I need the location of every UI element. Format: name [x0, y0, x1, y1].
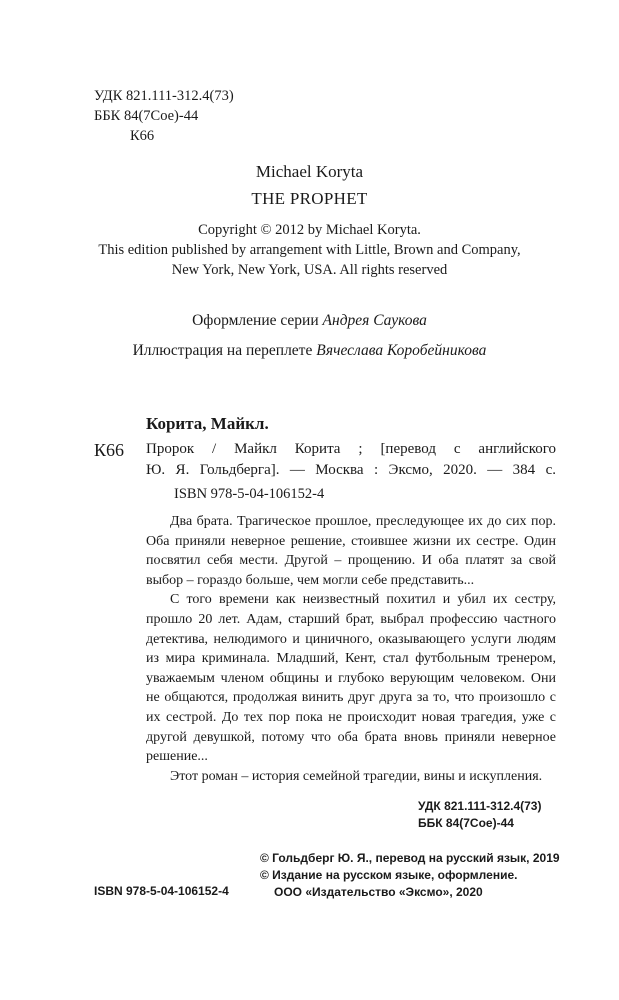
illustration-credit	[0, 342, 619, 360]
catalog-sign: К66	[94, 440, 125, 460]
rights-line: © Гольдберг Ю. Я., перевод на русский язык, 2019	[260, 851, 560, 865]
rights-line: © Издание на русском языке, оформление.	[260, 868, 518, 882]
classification-block	[94, 86, 234, 146]
series-design-label: Оформление серии	[192, 312, 323, 329]
illustration-name: Вячеслава Коробейникова	[316, 342, 487, 359]
copyright-line: This edition published by arrangement with Little, Brown and Company,	[98, 242, 521, 258]
catalog-isbn: ISBN 978-5-04-106152-4	[174, 486, 325, 502]
original-copyright	[0, 220, 619, 280]
rights-block	[260, 850, 560, 901]
udk-code: УДК 821.111-312.4(73)	[94, 88, 234, 104]
biblio-line: Пророк / Майкл Корита ; [перевод с английского	[146, 441, 556, 457]
bbk-code: ББК 84(7Сое)-44	[94, 108, 199, 124]
rights-line: ООО «Издательство «Эксмо», 2020	[274, 885, 483, 899]
annotation-paragraph: Этот роман – история семейной трагедии, вины и искупления.	[170, 768, 543, 784]
original-title: THE PROPHET	[251, 189, 368, 208]
isbn-bottom: ISBN 978-5-04-106152-4	[94, 884, 229, 898]
series-design-credit	[0, 312, 619, 330]
codes-right	[418, 798, 541, 832]
copyright-line: New York, New York, USA. All rights reserved	[171, 262, 448, 278]
annotation-paragraph: Два брата. Трагическое прошлое, преследующее их до сих пор. Оба приняли неверное решение, стоившее жизни их сестре. Один посвятил себя мести. Другой – прощению. И оба платят за свой выбор – гораздо больше, чем могли себе представить...	[146, 514, 556, 588]
copyright-line: Copyright © 2012 by Michael Koryta.	[198, 222, 421, 238]
original-author: Michael Koryta	[255, 162, 364, 181]
udk-code-right: УДК 821.111-312.4(73)	[418, 799, 542, 813]
illustration-label: Иллюстрация на переплете	[132, 342, 317, 359]
annotation	[146, 512, 556, 786]
catalog-biblio	[146, 439, 556, 481]
annotation-paragraph: С того времени как неизвестный похитил и убил их сестру, прошло 20 лет. Адам, старший брат, выбрал профессию частного детектива, нелюдимого и циничного, оказывающего услуги людям из мира криминала. Младший, Кент, стал футбольным тренером, уважаемым членом общины и глубоко верующим человеком. Они не общаются, продолжая винить друг друга за то, что произошло с их сестрой. До тех пор пока не происходит новая трагедия, уже с другой девушкой, потому что оба брата вновь приняли неверное решение...	[146, 592, 556, 765]
biblio-line: Ю. Я. Гольдберга]. — Москва : Эксмо, 2020. — 384 с.	[146, 462, 556, 478]
bbk-code-right: ББК 84(7Сое)-44	[418, 816, 514, 830]
series-design-name: Андрея Саукова	[322, 312, 427, 329]
catalog-author: Корита, Майкл.	[146, 414, 269, 433]
author-sign: К66	[130, 128, 155, 144]
